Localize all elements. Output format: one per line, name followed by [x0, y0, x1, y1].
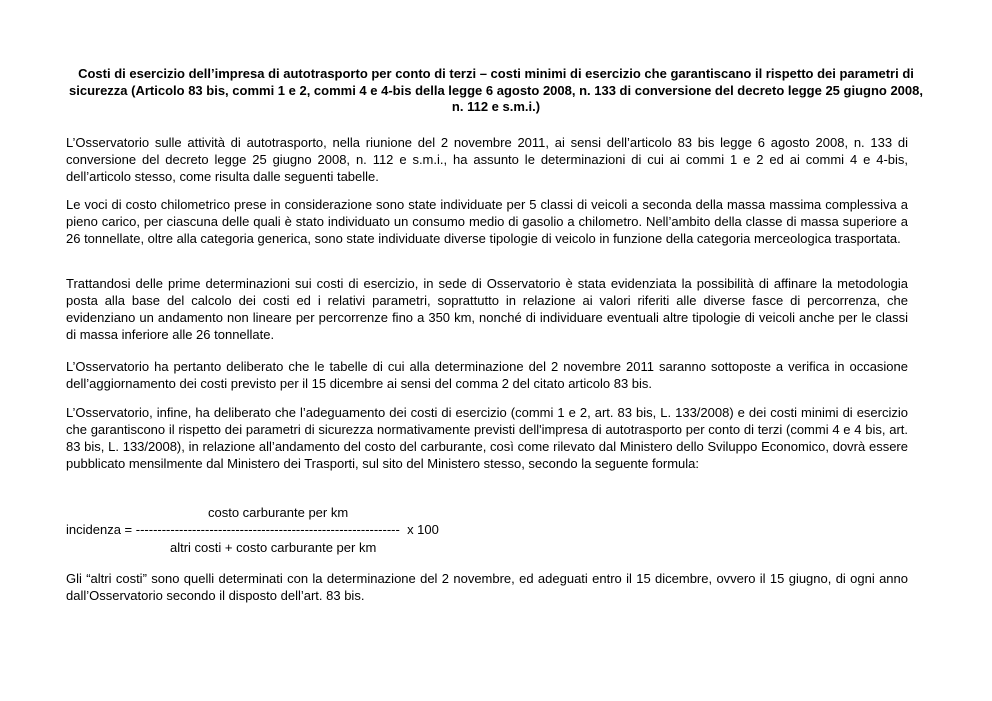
formula-multiplier: x 100 — [407, 522, 439, 537]
paragraph-osservatorio-riunione: L’Osservatorio sulle attività di autotrasporto, nella riunione del 2 novembre 2011, ai sensi dell’articolo 83 bis legge 6 agosto 2008, n. 133 di conversione del decreto legge 25 giugno 2008, n. 112 e s.m.i., ha assunto le determinazioni di cui ai commi 1 e 2 ed ai commi 4 e 4-bis, dell’articolo stesso, come risulta dalle seguenti tabelle. — [66, 135, 908, 184]
paragraph-verifica-tabelle: L’Osservatorio ha pertanto deliberato che le tabelle di cui alla determinazione del 2 novembre 2011 saranno sottoposte a verifica in occasione dell’aggiornamento dei costi previsto per il 15 dicembre ai sensi del comma 2 del citato articolo 83 bis. — [66, 359, 908, 391]
paragraph-voci-costo: Le voci di costo chilometrico prese in considerazione sono state individuate per 5 classi di veicoli a seconda della massa massima complessiva a pieno carico, per ciascuna delle quali è stato individuato un consumo medio di gasolio a chilometro. Nell’ambito della classe di massa superiore a 26 tonnellate, oltre alla categoria generica, sono state individuate diverse tipologie di veicolo in funzione della categoria merceologica trasportata. — [66, 197, 908, 246]
formula-numerator: costo carburante per km — [208, 505, 349, 520]
paragraph-prime-determinazioni: Trattandosi delle prime determinazioni sui costi di esercizio, in sede di Osservatorio è stata evidenziata la possibilità di affinare la metodologia posta alla base del calcolo dei costi ed i relativi parametri, soprattutto in relazione ai valori riferiti alle diverse fasce di percorrenza, che evidenziano un andamento non lineare per percorrenze fino a 350 km, nonché di individuare eventuali altre tipologie di veicoli anche per le classi di massa inferiore alle 26 tonnellate. — [66, 276, 908, 342]
formula-divider: ------------------------------------------------------------- — [135, 522, 400, 537]
formula-lhs: incidenza = — [66, 522, 136, 537]
paragraph-altri-costi: Gli “altri costi” sono quelli determinati con la determinazione del 2 novembre, ed adeguati entro il 15 dicembre, ovvero il 15 giugno, di ogni anno dall’Osservatorio secondo il disposto dell’art. 83 bis. — [66, 571, 908, 603]
document-title: Costi di esercizio dell’impresa di autotrasporto per conto di terzi – costi minimi di esercizio che garantiscano il rispetto dei parametri di sicurezza (Articolo 83 bis, commi 1 e 2, commi 4 e 4-bis della legge 6 agosto 2008, n. 133 di conversione del decreto legge 25 giugno 2008, n. 112 e s.m.i.) — [69, 66, 923, 114]
formula-denominator: altri costi + costo carburante per km — [170, 540, 377, 555]
formula-main-row — [66, 521, 439, 538]
incidenza-formula — [66, 504, 908, 556]
paragraph-adeguamento-costi: L’Osservatorio, infine, ha deliberato che l’adeguamento dei costi di esercizio (commi 1 e 2, art. 83 bis, L. 133/2008) e dei costi minimi di esercizio che garantiscono il rispetto dei parametri di sicurezza normativamente previsti dell'impresa di autotrasporto per conto di terzi (commi 4 e 4 bis, art. 83 bis, L. 133/2008), in relazione all’andamento del costo del carburante, così come rilevato dal Ministero dello Sviluppo Economico, dovrà essere pubblicato mensilmente dal Ministero dei Trasporti, sul sito del Ministero stesso, secondo la seguente formula: — [66, 405, 908, 471]
